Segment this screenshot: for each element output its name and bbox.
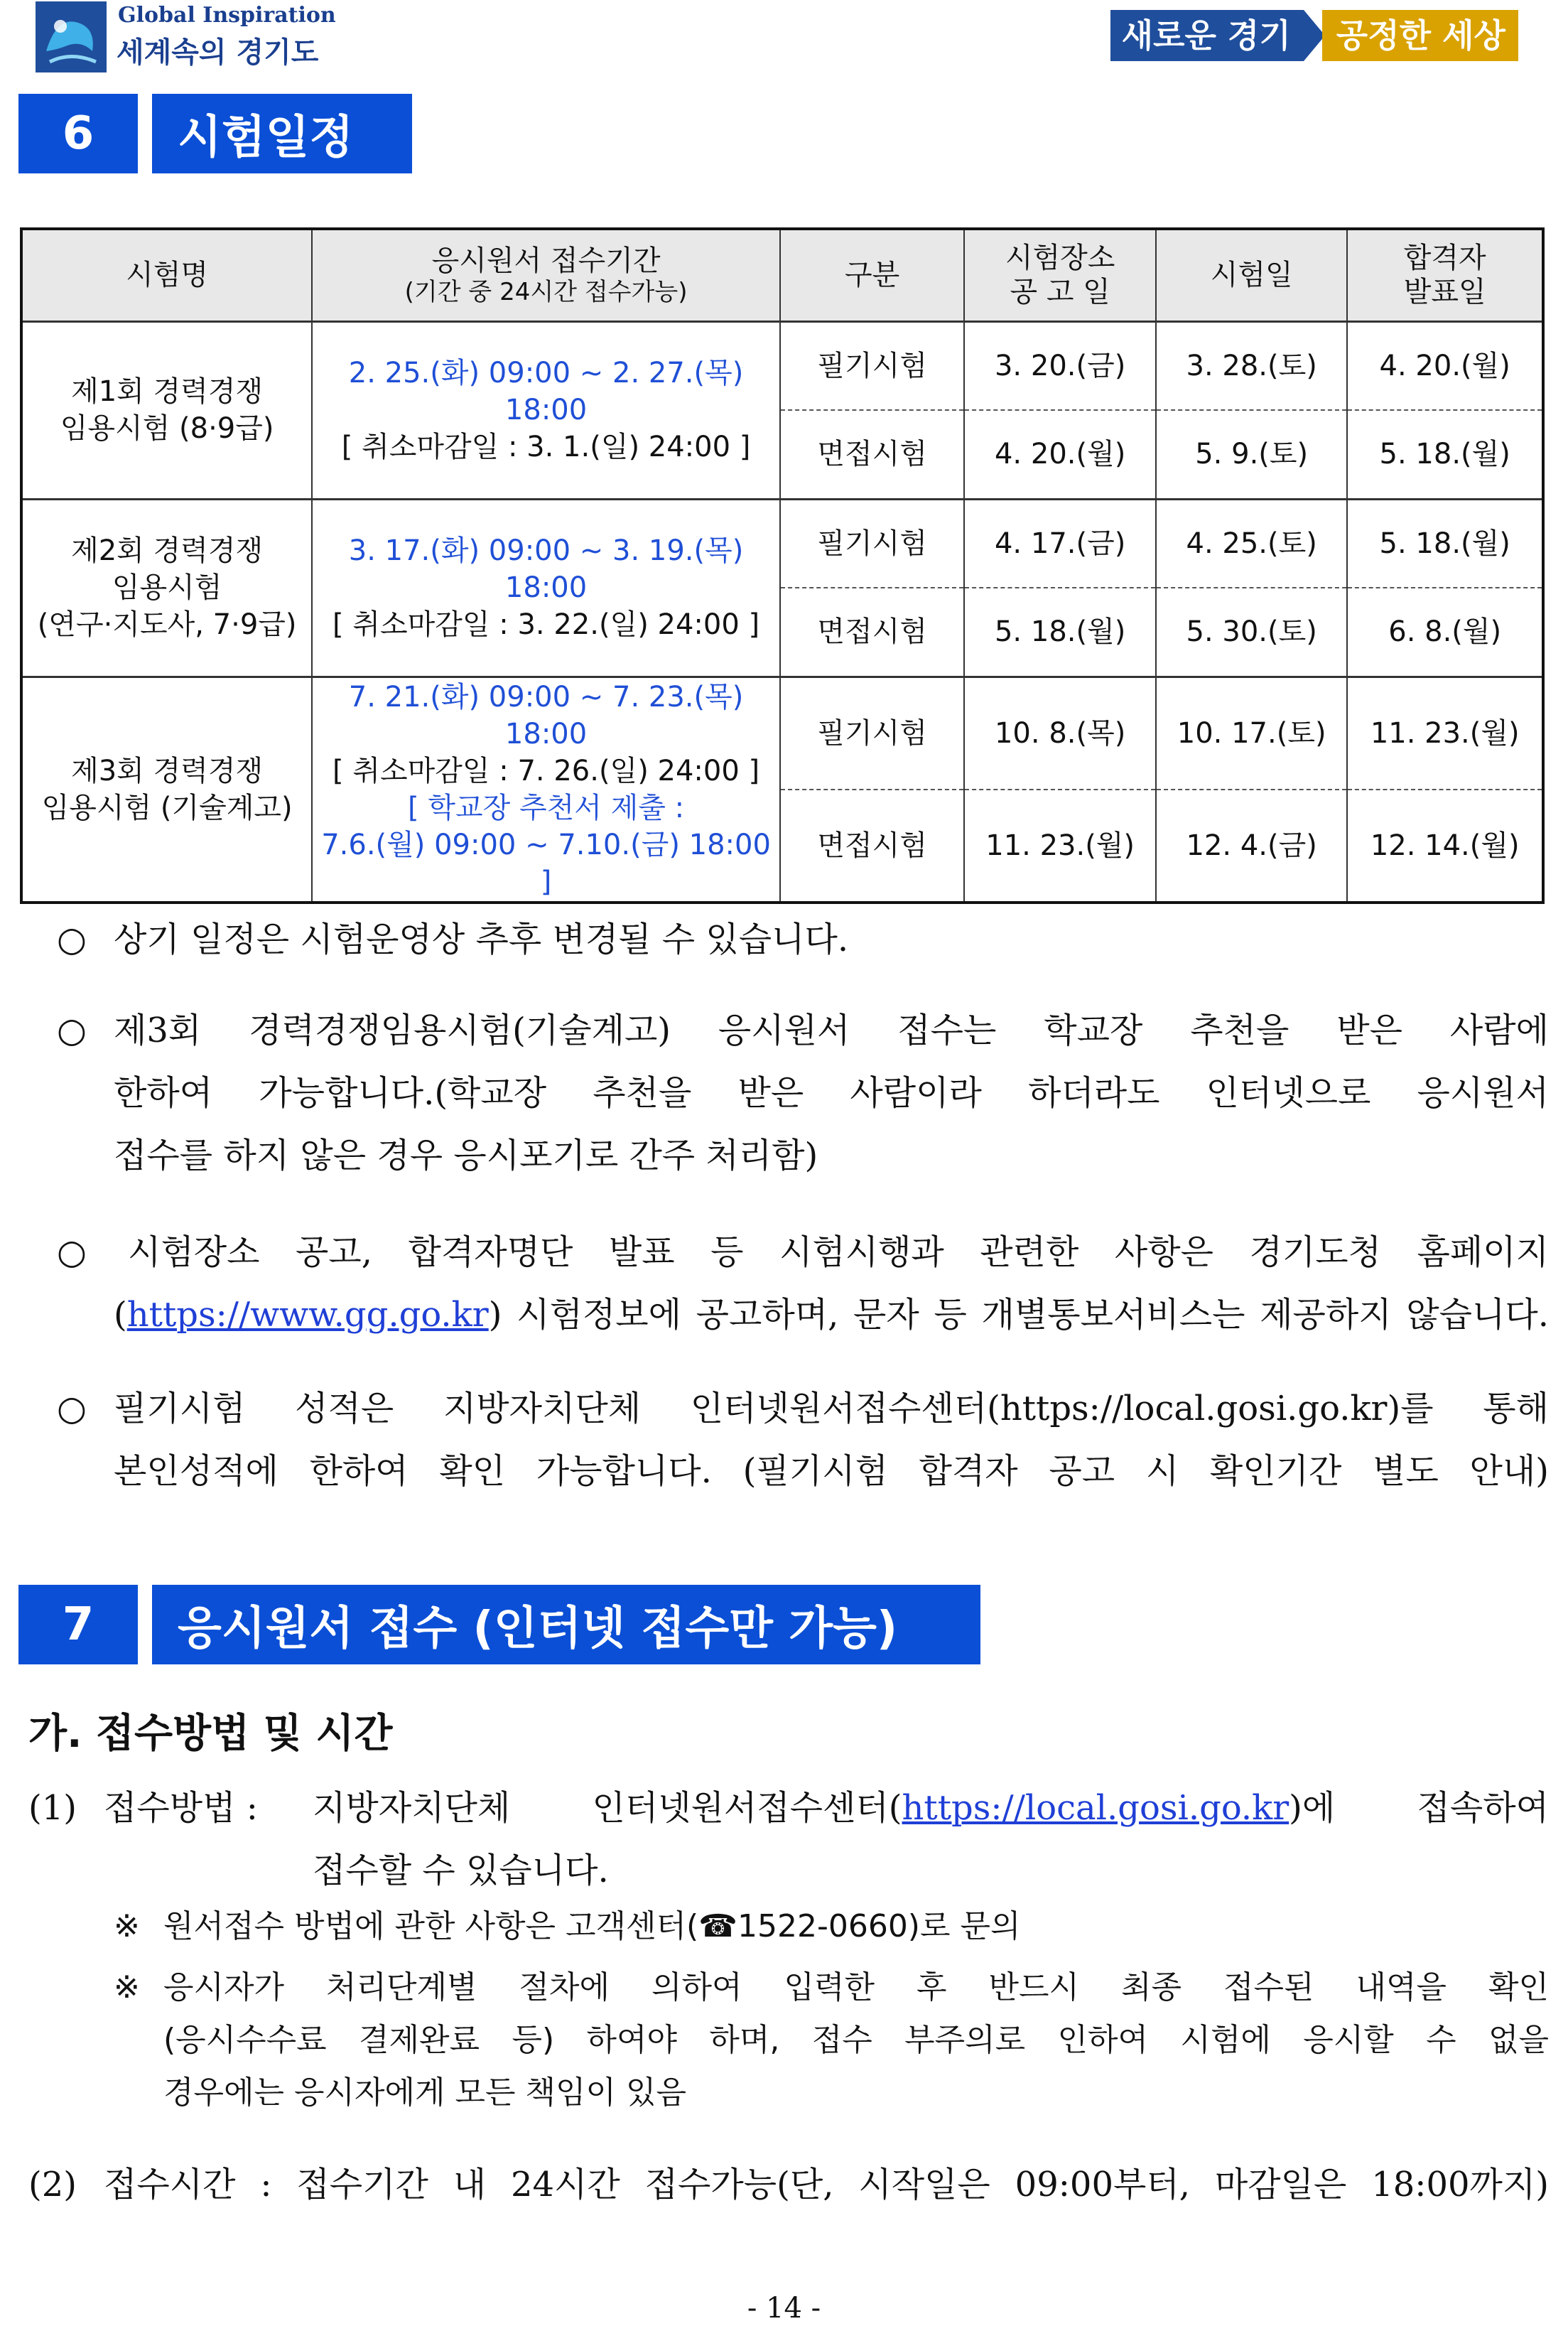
note-4: ○ 필기시험 성적은 지방자치단체 인터넷원서접수센터(https://local.gosi.go.kr)를 통해 본인성적에 한하여 확인 가능합니다. (필기시험 합격자 공고 시 확인기간 별도 안내) bbox=[57, 1389, 1549, 1491]
exam-date: 3. 28.(토) bbox=[1156, 321, 1348, 410]
round-3-apply-period: 7. 21.(화) 09:00 ~ 7. 23.(목) 18:00 [ 취소마감일 : 7. 26.(일) 24:00 ] [ 학교장 추천서 제출 : 7.6.(월) 09:00 ~ 7.10.(금) 18:00 ] bbox=[312, 677, 780, 903]
exam-date: 10. 17.(토) bbox=[1156, 677, 1348, 790]
exam-type: 필기시험 bbox=[780, 677, 964, 790]
section-6-title: 시험일정 bbox=[152, 94, 412, 173]
reference-2: ※ 응시자가 처리단계별 절차에 의하여 입력한 후 반드시 최종 접수된 내역을 확인 (응시수수료 결제완료 등) 하여야 하며, 접수 부주의로 인하여 시험에 응시할 수 없을 경우에는 응시자에게 모든 책임이 있음 bbox=[114, 1969, 1549, 2111]
venue-date: 11. 23.(월) bbox=[964, 790, 1156, 903]
result-date: 4. 20.(월) bbox=[1347, 321, 1543, 410]
exam-date: 5. 30.(토) bbox=[1156, 588, 1348, 677]
round-1-apply-period: 2. 25.(화) 09:00 ~ 2. 27.(목) 18:00 [ 취소마감일 : 3. 1.(일) 24:00 ] bbox=[312, 321, 780, 499]
venue-date: 4. 20.(월) bbox=[964, 410, 1156, 499]
logo-korean-text: 세계속의 경기도 bbox=[117, 36, 319, 69]
result-date: 6. 8.(월) bbox=[1347, 588, 1543, 677]
note-2: ○ 제3회 경력경쟁임용시험(기술계고) 응시원서 접수는 학교장 추천을 받은 사람에 한하여 가능합니다.(학교장 추천을 받은 사람이라 하더라도 인터넷으로 응시원서 접수를 하지 않은 경우 응시포기로 간주 처리함) bbox=[57, 1011, 1549, 1175]
page-number: - 14 - bbox=[747, 2292, 821, 2325]
result-date: 11. 23.(월) bbox=[1347, 677, 1543, 790]
round-2-name: 제2회 경력경쟁 임용시험 (연구·지도사, 7·9급) bbox=[21, 499, 312, 677]
header-apply-period: 응시원서 접수기간 (기간 중 24시간 접수가능) bbox=[312, 229, 780, 321]
method-item-2: (2) 접수시간 : 접수기간 내 24시간 접수가능(단, 시작일은 09:00부터, 마감일은 18:00까지) bbox=[28, 2165, 1549, 2205]
table-row bbox=[21, 321, 1543, 410]
slogan-right: 공정한 세상 bbox=[1322, 10, 1518, 61]
method-item-1: (1) 접수방법 : 지방자치단체 인터넷원서접수센터(https://local.gosi.go.kr)에 접속하여 접수할 수 있습니다. bbox=[28, 1788, 1549, 1890]
exam-type: 면접시험 bbox=[780, 410, 964, 499]
method-heading: 가. 접수방법 및 시간 bbox=[28, 1711, 393, 1757]
round-1-name: 제1회 경력경쟁 임용시험 (8·9급) bbox=[21, 321, 312, 499]
table-row bbox=[21, 677, 1543, 790]
round-3-name: 제3회 경력경쟁 임용시험 (기술계고) bbox=[21, 677, 312, 903]
exam-date: 12. 4.(금) bbox=[1156, 790, 1348, 903]
header-venue-notice: 시험장소 공 고 일 bbox=[964, 229, 1156, 321]
exam-type: 면접시험 bbox=[780, 790, 964, 903]
slogan-left: 새로운 경기 bbox=[1110, 10, 1304, 61]
header-result-date: 합격자 발표일 bbox=[1347, 229, 1543, 321]
note-1: ○ 상기 일정은 시험운영상 추후 변경될 수 있습니다. bbox=[57, 920, 849, 959]
gyeonggi-logo bbox=[36, 1, 107, 72]
section-7-title: 응시원서 접수 (인터넷 접수만 가능) bbox=[152, 1585, 980, 1664]
venue-date: 3. 20.(금) bbox=[964, 321, 1156, 410]
exam-schedule-table bbox=[20, 227, 1545, 904]
table-header-row bbox=[21, 229, 1543, 321]
round-2-apply-period: 3. 17.(화) 09:00 ~ 3. 19.(목) 18:00 [ 취소마감일 : 3. 22.(일) 24:00 ] bbox=[312, 499, 780, 677]
header-exam-date: 시험일 bbox=[1156, 229, 1348, 321]
exam-type: 면접시험 bbox=[780, 588, 964, 677]
note-3: ○ 시험장소 공고, 합격자명단 발표 등 시험시행과 관련한 사항은 경기도청 홈페이지 (https://www.gg.go.kr) 시험정보에 공고하며, 문자 등 개별통보서비스는 제공하지 않습니다. bbox=[57, 1232, 1549, 1335]
venue-date: 10. 8.(목) bbox=[964, 677, 1156, 790]
exam-type: 필기시험 bbox=[780, 321, 964, 410]
header-exam-name: 시험명 bbox=[21, 229, 312, 321]
local-gosi-link[interactable]: https://local.gosi.go.kr bbox=[902, 1788, 1289, 1828]
section-7-number: 7 bbox=[18, 1585, 138, 1664]
result-date: 12. 14.(월) bbox=[1347, 790, 1543, 903]
exam-date: 4. 25.(토) bbox=[1156, 499, 1348, 588]
section-6-number: 6 bbox=[18, 94, 138, 173]
result-date: 5. 18.(월) bbox=[1347, 410, 1543, 499]
exam-type: 필기시험 bbox=[780, 499, 964, 588]
reference-1: ※ 원서접수 방법에 관한 사항은 고객센터(☎1522-0660)로 문의 bbox=[114, 1908, 1021, 1944]
logo-english-text: Global Inspiration bbox=[118, 3, 336, 28]
venue-date: 4. 17.(금) bbox=[964, 499, 1156, 588]
slogan-banner bbox=[1110, 10, 1518, 61]
result-date: 5. 18.(월) bbox=[1347, 499, 1543, 588]
exam-date: 5. 9.(토) bbox=[1156, 410, 1348, 499]
header-type: 구분 bbox=[780, 229, 964, 321]
homepage-link[interactable]: https://www.gg.go.kr bbox=[126, 1295, 489, 1335]
table-row bbox=[21, 499, 1543, 588]
venue-date: 5. 18.(월) bbox=[964, 588, 1156, 677]
